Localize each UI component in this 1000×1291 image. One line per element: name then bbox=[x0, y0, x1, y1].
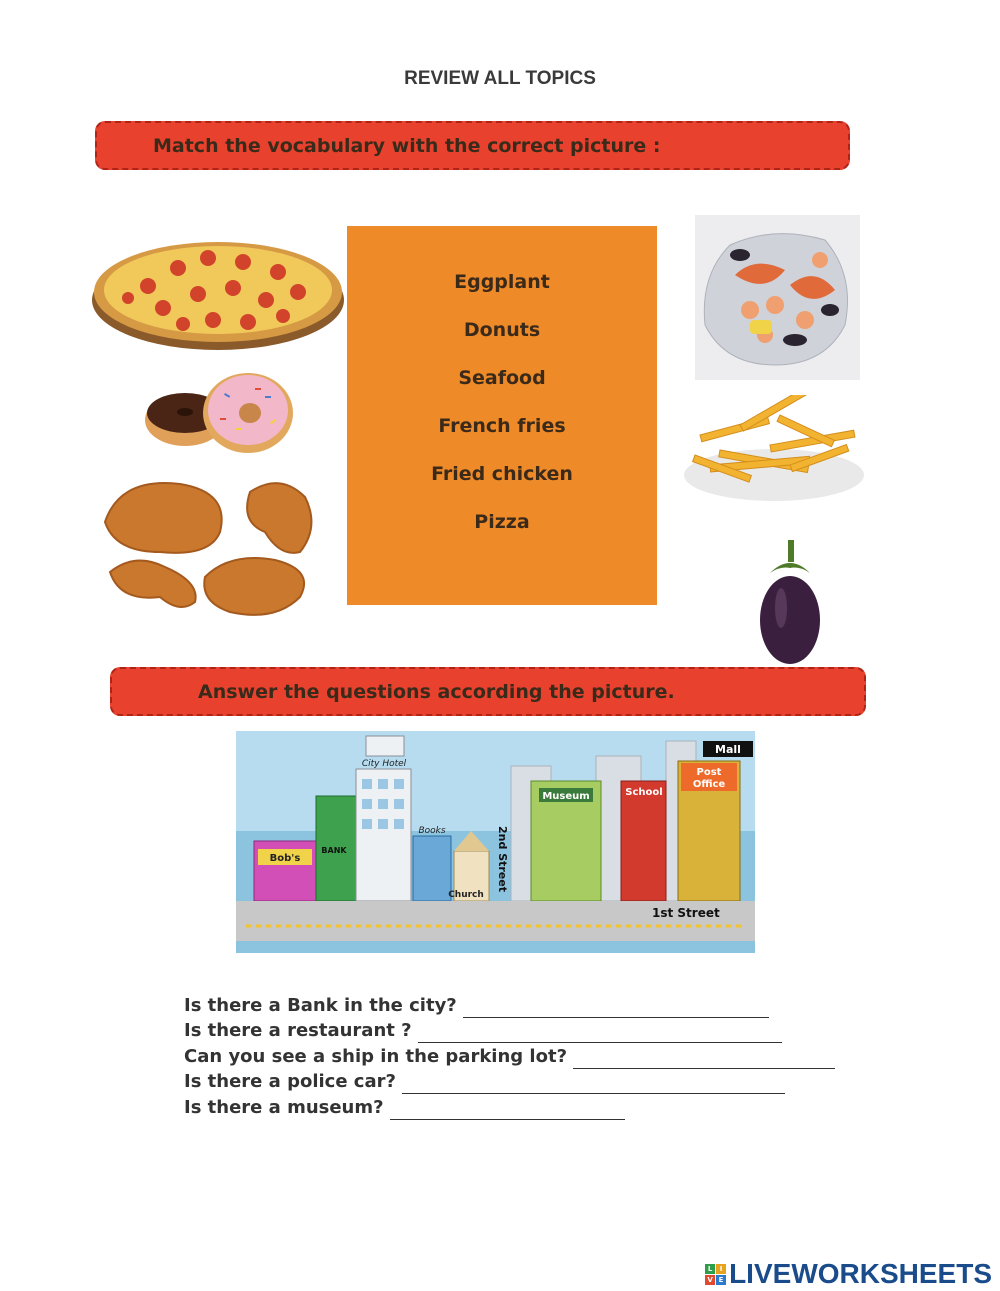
questions-instruction-text: Answer the questions according the picture. bbox=[198, 680, 675, 703]
vocab-word[interactable]: Fried chicken bbox=[431, 463, 573, 485]
vocab-word[interactable]: Eggplant bbox=[454, 271, 550, 293]
answer-blank[interactable] bbox=[390, 1101, 625, 1120]
questions-list bbox=[184, 992, 864, 1120]
city-label-bobs: Bob's bbox=[269, 853, 301, 864]
vocab-word[interactable]: French fries bbox=[438, 415, 566, 437]
logo-text: LIVEWORKSHEETS bbox=[729, 1258, 992, 1289]
city-label-post-office-line2: Office bbox=[692, 779, 726, 790]
question-row bbox=[184, 1043, 864, 1069]
fried-chicken-image bbox=[100, 472, 320, 624]
city-label-books: Books bbox=[418, 826, 446, 836]
match-instruction-text: Match the vocabulary with the correct picture : bbox=[153, 134, 661, 157]
question-text: Is there a museum? bbox=[184, 1096, 384, 1118]
city-label-bank: BANK bbox=[321, 846, 347, 855]
vocabulary-box bbox=[347, 226, 657, 605]
city-label-church: Church bbox=[448, 890, 484, 900]
french-fries-image bbox=[680, 395, 868, 505]
liveworksheets-logo bbox=[705, 1258, 992, 1290]
city-label-2nd-street: 2nd Street bbox=[496, 826, 509, 892]
seafood-image bbox=[695, 215, 860, 380]
match-instruction-banner bbox=[95, 121, 850, 170]
city-label-school: School bbox=[625, 787, 663, 798]
vocabulary-list bbox=[347, 226, 657, 556]
city-label-1st-street: 1st Street bbox=[652, 906, 720, 920]
question-text: Is there a restaurant ? bbox=[184, 1020, 412, 1041]
question-text: Is there a Bank in the city? bbox=[184, 994, 457, 1016]
donuts-image bbox=[140, 368, 295, 458]
answer-blank[interactable] bbox=[402, 1075, 785, 1094]
answer-blank[interactable] bbox=[463, 999, 769, 1018]
pizza-image bbox=[88, 228, 348, 356]
vocab-word[interactable]: Pizza bbox=[474, 511, 530, 533]
vocab-word[interactable]: Seafood bbox=[458, 367, 546, 389]
eggplant-image bbox=[755, 538, 825, 666]
answer-blank[interactable] bbox=[418, 1024, 782, 1043]
vocab-word[interactable]: Donuts bbox=[463, 319, 541, 341]
city-label-mall: Mall bbox=[715, 743, 741, 756]
question-row bbox=[184, 1069, 864, 1095]
question-text: Is there a police car? bbox=[184, 1071, 396, 1092]
city-map-image bbox=[236, 731, 755, 953]
city-label-museum: Museum bbox=[542, 791, 590, 802]
logo-blocks-icon: L I V E bbox=[705, 1264, 726, 1285]
city-label-city-hotel: City Hotel bbox=[361, 759, 407, 769]
question-text: Can you see a ship in the parking lot? bbox=[184, 1045, 568, 1067]
questions-instruction-banner bbox=[110, 667, 866, 716]
answer-blank[interactable] bbox=[573, 1050, 835, 1069]
question-row bbox=[184, 1018, 864, 1044]
city-label-post-office-line1: Post bbox=[696, 767, 722, 778]
question-row bbox=[184, 1094, 864, 1120]
question-row bbox=[184, 992, 864, 1018]
page-title: REVIEW ALL TOPICS bbox=[404, 68, 596, 89]
